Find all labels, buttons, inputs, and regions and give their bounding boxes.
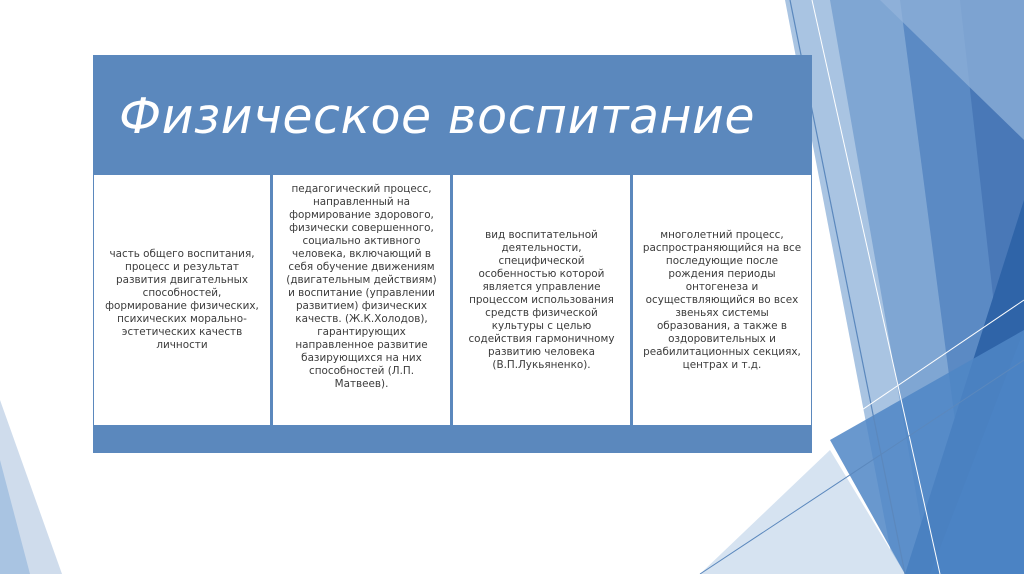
text-line: развитием) физических <box>295 300 428 312</box>
definition-text-2 <box>286 183 436 391</box>
slide-title: Физическое воспитание <box>119 88 756 145</box>
text-line: образования, а также в <box>656 319 788 332</box>
text-line: является управление <box>482 280 601 293</box>
text-line: развитию человека <box>488 345 595 358</box>
definitions-row <box>94 175 811 425</box>
definition-text-1 <box>105 248 259 352</box>
text-line: осуществляющийся во всех <box>645 293 799 306</box>
text-line: содействия гармоничному <box>468 332 615 345</box>
text-line: особенностью которой <box>478 267 605 280</box>
text-line: рождения периоды <box>668 267 776 280</box>
text-line: звеньях системы <box>675 306 769 319</box>
text-line: (В.П.Лукьяненко). <box>492 358 591 371</box>
text-line: реабилитационных секциях, <box>643 345 801 358</box>
text-line: онтогенеза и <box>685 280 759 293</box>
text-line: специфической <box>498 254 585 267</box>
text-line: средств физической <box>485 306 598 319</box>
text-line: себя обучение движениям <box>288 261 435 273</box>
text-line: гарантирующих <box>317 326 406 338</box>
text-line: оздоровительных и <box>668 332 776 345</box>
text-line: способностей, <box>142 287 222 299</box>
text-line: развития двигательных <box>116 274 248 286</box>
text-line: вид воспитательной <box>485 228 598 241</box>
text-line: распространяющийся на все <box>642 241 802 254</box>
definition-text-3 <box>468 229 614 372</box>
definition-cell-1 <box>94 175 270 425</box>
text-line: Матвеев). <box>334 378 389 390</box>
text-line: и воспитание (управлении <box>288 287 435 299</box>
text-line: деятельности, <box>501 241 582 254</box>
text-line: человека, включающий в <box>291 248 432 260</box>
text-line: физически совершенного, <box>289 222 434 234</box>
text-line: педагогический процесс, <box>291 183 432 195</box>
definition-cell-2 <box>273 175 450 425</box>
text-line: направленное развитие <box>295 339 428 351</box>
text-line: способностей (Л.П. <box>309 365 414 377</box>
text-line: процесс и результат <box>125 261 239 273</box>
text-line: базирующихся на них <box>301 352 422 364</box>
text-line: культуры с целью <box>491 319 592 332</box>
text-line: последующие после <box>665 254 779 267</box>
text-line: психических морально- <box>117 313 247 325</box>
text-line: личности <box>156 339 208 351</box>
text-line: центрах и т.д. <box>682 358 762 371</box>
text-line: формирование здорового, <box>289 209 434 221</box>
text-line: социально активного <box>302 235 421 247</box>
text-line: направленный на <box>312 196 411 208</box>
text-line: эстетических качеств <box>121 326 243 338</box>
definition-cell-4 <box>633 175 811 425</box>
definition-cell-3 <box>453 175 630 425</box>
definition-text-4 <box>643 229 801 372</box>
text-line: часть общего воспитания, <box>109 248 255 260</box>
text-line: формирование физических, <box>105 300 259 312</box>
text-line: (двигательным действиям) <box>286 274 437 286</box>
text-line: многолетний процесс, <box>660 228 784 241</box>
content-table <box>93 55 812 453</box>
text-line: качеств. (Ж.К.Холодов), <box>295 313 428 325</box>
text-line: процессом использования <box>469 293 614 306</box>
